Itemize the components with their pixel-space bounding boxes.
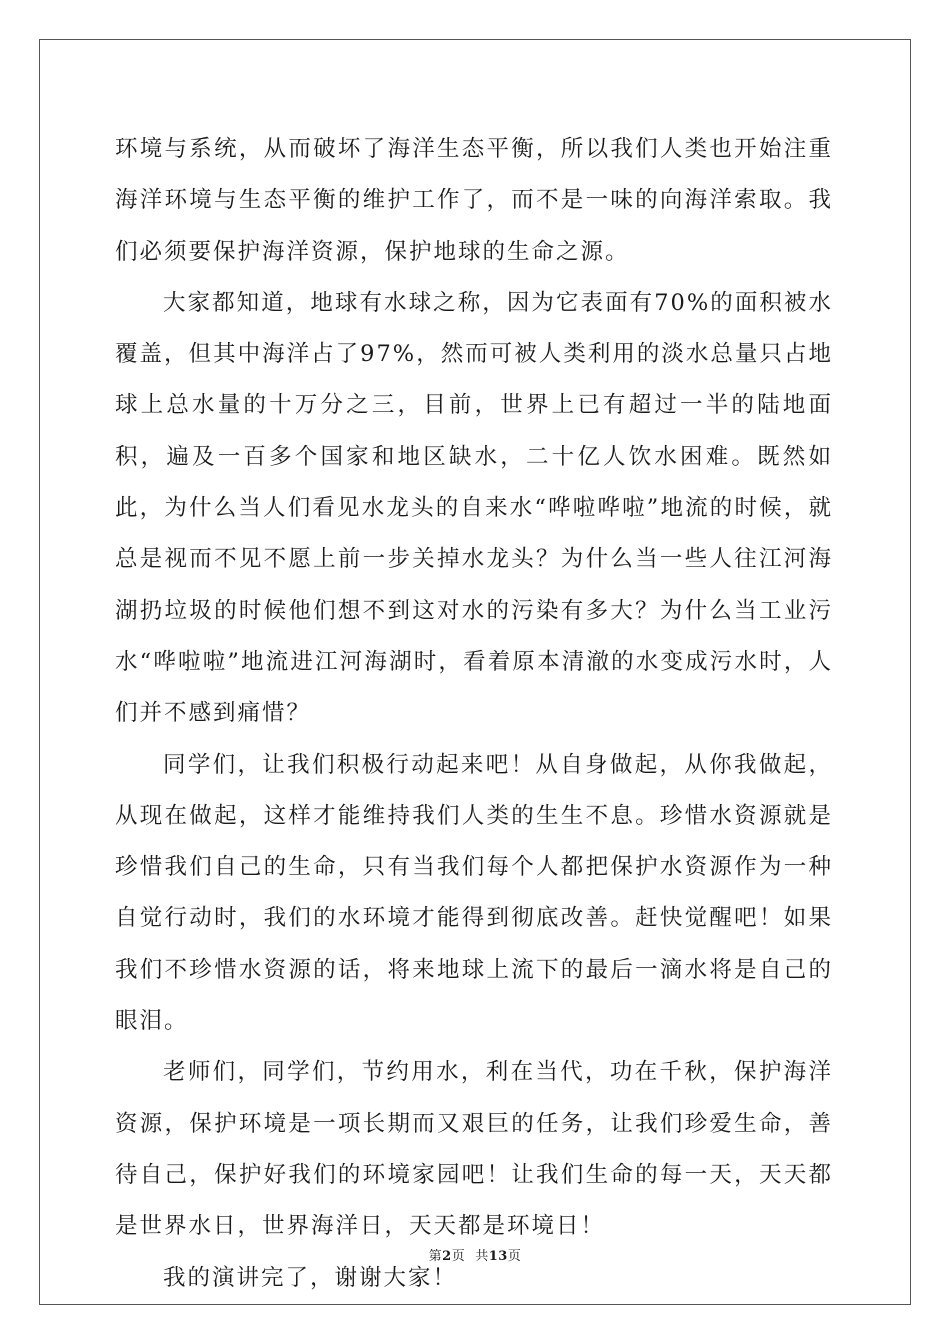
document-body [115, 124, 833, 1304]
paragraph-1: 环境与系统，从而破坏了海洋生态平衡，所以我们人类也开始注重海洋环境与生态平衡的维护工作了，而不是一味的向海洋索取。我们必须要保护海洋资源，保护地球的生命之源。 [115, 136, 833, 265]
page-prefix: 第 [428, 1249, 443, 1264]
paragraph-3: 同学们，让我们积极行动起来吧！从自身做起，从你我做起，从现在做起，这样才能维持我们人类的生生不息。珍惜水资源就是珍惜我们自己的生命，只有当我们每个人都把保护水资源作为一种自觉行动时，我们的水环境才能得到彻底改善。赶快觉醒吧！如果我们不珍惜水资源的话，将来地球上流下的最后一滴水将是自己的眼泪。 [115, 751, 833, 1035]
page-number: 2 [442, 1249, 452, 1264]
paragraph-4: 老师们，同学们，节约用水，利在当代，功在千秋，保护海洋资源，保护环境是一项长期而又艰巨的任务，让我们珍爱生命，善待自己，保护好我们的环境家园吧！让我们生命的每一天，天天都是世界水日，世界海洋日，天天都是环境日！ [115, 1059, 833, 1240]
total-suffix: 页 [507, 1249, 522, 1264]
page-footer [0, 1245, 950, 1264]
total-pages: 13 [488, 1249, 508, 1264]
page-suffix: 页 [451, 1249, 466, 1264]
paragraph-5: 我的演讲完了，谢谢大家！ [163, 1264, 458, 1291]
paragraph-2: 大家都知道，地球有水球之称，因为它表面有70%的面积被水覆盖，但其中海洋占了97%，然而可被人类利用的淡水总量只占地球上总水量的十万分之三，目前，世界上已有超过一半的陆地面积，遍及一百多个国家和地区缺水，二十亿人饮水困难。既然如此，为什么当人们看见水龙头的自来水“哗啦哗啦”地流的时候，就总是视而不见不愿上前一步关掉水龙头？为什么当一些人往江河海湖扔垃圾的时候他们想不到这对水的污染有多大？为什么当工业污水“哗啦啦”地流进江河海湖时，看着原本清澈的水变成污水时，人们并不感到痛惜？ [115, 289, 833, 727]
total-prefix: 共 [475, 1249, 489, 1264]
